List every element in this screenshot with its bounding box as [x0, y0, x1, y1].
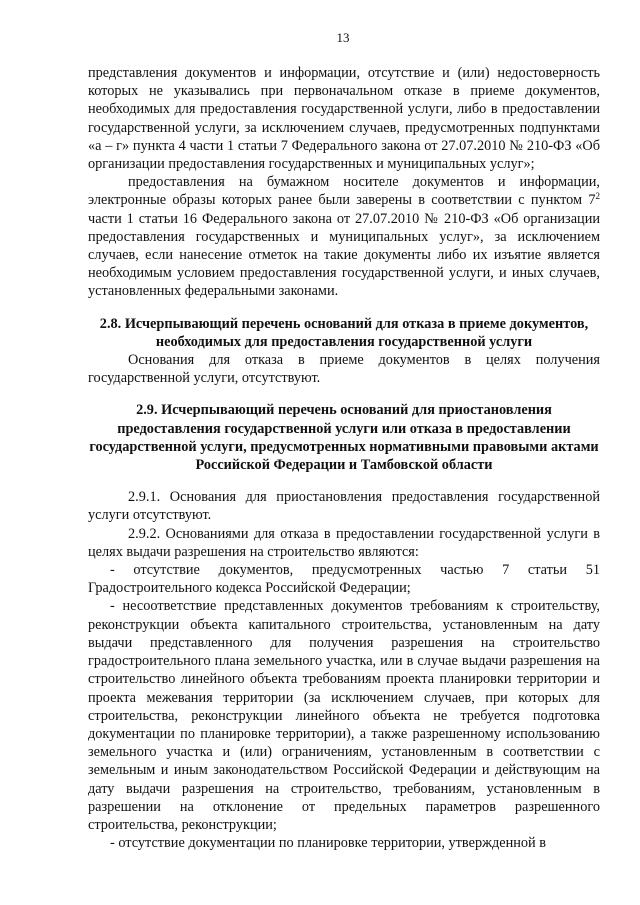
spacer	[88, 301, 600, 315]
section-2-8-heading: 2.8. Исчерпывающий перечень оснований для отказа в приеме документов, необходимых для предоставления государственной услуги	[99, 315, 589, 350]
paragraph-paper-documents	[88, 173, 600, 300]
paragraph-paper-documents-part2: части 1 статьи 16 Федерального закона от 27.07.2010 № 210-ФЗ «Об организации предоставления государственных и муниципальных услуг», за исключением случаев, если нанесение отметок на такие документы либо их изъятие является необходимым условием предоставления государственной услуги, и иных случаев, установленных федеральными законами.	[88, 210, 600, 300]
refusal-ground-3: - отсутствие документации по планировке территории, утвержденной в	[110, 835, 547, 852]
section-2-8-text: Основания для отказа в приеме документов в целях получения государственной услуги, отсутствуют.	[88, 352, 600, 387]
superscript-2: 2	[595, 191, 600, 202]
paragraph-paper-documents-part1: предоставления на бумажном носителе документов и информации, электронные образы которых ранее были заверены в соответствии с пунктом 7	[88, 174, 600, 209]
document-body	[88, 64, 600, 852]
section-2-9-heading: 2.9. Исчерпывающий перечень оснований для приостановления предоставления государственной услуги или отказа в предоставлении государственной услуги, предусмотренных нормативными правовыми актами Российской Федерации и Тамбовской области	[89, 402, 599, 474]
section-2-9-2: 2.9.2. Основаниями для отказа в предоставлении государственной услуги в целях выдачи разрешения на строительство являются:	[88, 525, 600, 560]
paragraph-missing-documents: представления документов и информации, отсутствие и (или) недостоверность которых не указывались при первоначальном отказе в приеме документов, необходимых для предоставления государственной услуги, либо в предоставлении государственной услуги, за исключением случаев, предусмотренных подпунктами «а – г» пункта 4 части 1 статьи 7 Федерального закона от 27.07.2010 № 210-ФЗ «Об организации предоставления государственных и муниципальных услуг»;	[88, 65, 600, 173]
refusal-ground-2: - несоответствие представленных документов требованиям к строительству, реконструкции объекта капитального строительства, установленным на дату выдачи представленного для получения разрешения на строительство градостроительного плана земельного участка, или в случае выдачи разрешения на строительство линейного объекта требованиям проекта планировки территории и проекта межевания территории (за исключением случаев, при которых для строительства, реконструкции линейного объекта не требуется подготовка документации по планировке территории), а также разрешенному использованию земельного участка и (или) ограничениям, установленным в соответствии с земельным и иным законодательством Российской Федерации и действующим на дату выдачи разрешения на строительство, требованиям, установленным в разрешении на отклонение от предельных параметров разрешенного строительства, реконструкции;	[88, 598, 600, 833]
refusal-ground-1: - отсутствие документов, предусмотренных частью 7 статьи 51 Градостроительного кодекса Российской Федерации;	[88, 562, 600, 597]
spacer	[88, 387, 600, 401]
spacer	[88, 474, 600, 488]
section-2-9-1: 2.9.1. Основания для приостановления предоставления государственной услуги отсутствуют.	[88, 489, 600, 524]
page-number: 13	[336, 30, 350, 45]
